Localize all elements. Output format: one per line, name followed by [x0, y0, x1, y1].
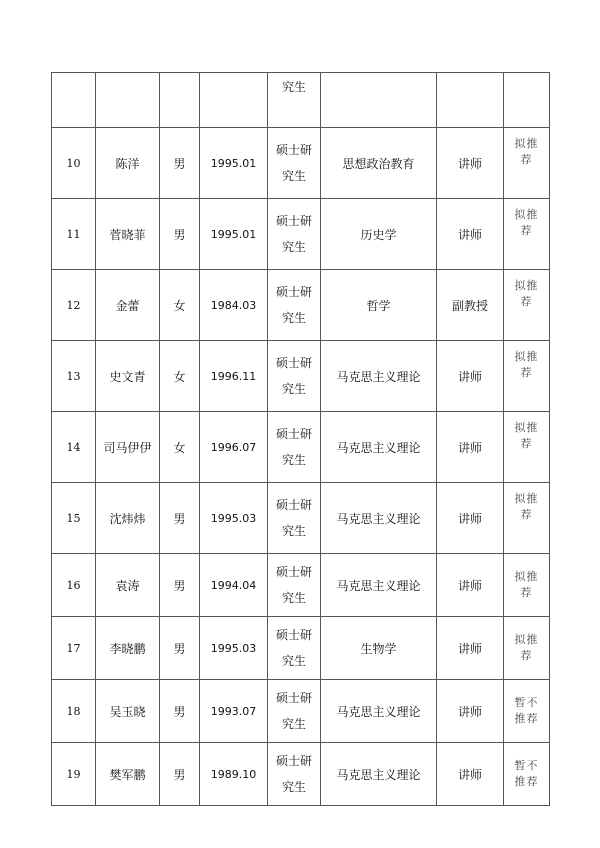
- cell-title: 副教授: [437, 270, 504, 341]
- cell-title: 讲师: [437, 341, 504, 412]
- note-line-1: 拟推: [514, 570, 539, 583]
- cell-title: [437, 73, 504, 128]
- cell-major: 马克思主义理论: [321, 554, 437, 617]
- cell-major: [321, 73, 437, 128]
- table-row: [52, 554, 550, 617]
- cell-birth: 1995.03: [200, 617, 268, 680]
- cell-gender: [160, 73, 200, 128]
- cell-birth: 1996.11: [200, 341, 268, 412]
- cell-title: 讲师: [437, 483, 504, 554]
- cell-title: 讲师: [437, 128, 504, 199]
- education-line-2: 究生: [281, 80, 306, 94]
- cell-note: [504, 412, 550, 483]
- cell-birth: 1995.01: [200, 128, 268, 199]
- cell-education: [268, 199, 321, 270]
- cell-gender: 男: [160, 617, 200, 680]
- cell-no: 17: [52, 617, 96, 680]
- cell-title: 讲师: [437, 199, 504, 270]
- education-line-2: 究生: [281, 382, 306, 396]
- cell-birth: [200, 73, 268, 128]
- cell-birth: 1995.01: [200, 199, 268, 270]
- table-row: [52, 412, 550, 483]
- cell-gender: 男: [160, 199, 200, 270]
- table-row: [52, 680, 550, 743]
- note-line-2: 荐: [520, 437, 533, 450]
- cell-name: 菅晓菲: [96, 199, 160, 270]
- cell-note: [504, 743, 550, 806]
- cell-name: 吴玉晓: [96, 680, 160, 743]
- cell-major: 马克思主义理论: [321, 412, 437, 483]
- cell-gender: 男: [160, 680, 200, 743]
- cell-education: [268, 412, 321, 483]
- education-line-1: 硕士研: [275, 285, 312, 299]
- note-line-2: 推荐: [514, 712, 539, 725]
- cell-title: 讲师: [437, 412, 504, 483]
- cell-birth: 1994.04: [200, 554, 268, 617]
- cell-note: [504, 199, 550, 270]
- cell-major: 马克思主义理论: [321, 680, 437, 743]
- cell-note: [504, 483, 550, 554]
- cell-no: 13: [52, 341, 96, 412]
- cell-birth: 1995.03: [200, 483, 268, 554]
- candidate-table: [51, 72, 550, 806]
- cell-no: 18: [52, 680, 96, 743]
- cell-title: 讲师: [437, 617, 504, 680]
- education-line-2: 究生: [281, 453, 306, 467]
- note-line-2: 荐: [520, 508, 533, 521]
- cell-gender: 女: [160, 412, 200, 483]
- cell-name: 金蕾: [96, 270, 160, 341]
- table-row: [52, 199, 550, 270]
- cell-major: 哲学: [321, 270, 437, 341]
- cell-gender: 男: [160, 743, 200, 806]
- note-line-1: 拟推: [514, 350, 539, 363]
- education-line-2: 究生: [281, 717, 306, 731]
- cell-name: 李晓鹏: [96, 617, 160, 680]
- cell-education: [268, 270, 321, 341]
- cell-education: [268, 128, 321, 199]
- cell-birth: 1996.07: [200, 412, 268, 483]
- cell-major: 马克思主义理论: [321, 743, 437, 806]
- cell-gender: 男: [160, 554, 200, 617]
- note-line-2: 荐: [520, 295, 533, 308]
- cell-education: [268, 554, 321, 617]
- cell-title: 讲师: [437, 743, 504, 806]
- cell-name: 袁涛: [96, 554, 160, 617]
- cell-education: [268, 73, 321, 128]
- cell-name: 陈洋: [96, 128, 160, 199]
- cell-education: [268, 617, 321, 680]
- note-line-1: 拟推: [514, 279, 539, 292]
- cell-name: 史文青: [96, 341, 160, 412]
- note-line-1: 拟推: [514, 137, 539, 150]
- cell-no: 16: [52, 554, 96, 617]
- education-line-2: 究生: [281, 780, 306, 794]
- cell-note: [504, 73, 550, 128]
- cell-no: 11: [52, 199, 96, 270]
- education-line-1: 硕士研: [275, 498, 312, 512]
- education-line-2: 究生: [281, 654, 306, 668]
- cell-gender: 女: [160, 270, 200, 341]
- education-line-2: 究生: [281, 240, 306, 254]
- table-row: [52, 483, 550, 554]
- cell-note: [504, 270, 550, 341]
- cell-major: 历史学: [321, 199, 437, 270]
- table-row: [52, 617, 550, 680]
- cell-education: [268, 680, 321, 743]
- education-line-1: 硕士研: [275, 143, 312, 157]
- cell-note: [504, 617, 550, 680]
- education-line-1: 硕士研: [275, 427, 312, 441]
- cell-major: 马克思主义理论: [321, 341, 437, 412]
- note-line-2: 荐: [520, 649, 533, 662]
- education-line-1: 硕士研: [275, 691, 312, 705]
- table-row: [52, 341, 550, 412]
- cell-note: [504, 554, 550, 617]
- note-line-1: 拟推: [514, 421, 539, 434]
- education-line-1: 硕士研: [275, 565, 312, 579]
- education-line-1: 硕士研: [275, 628, 312, 642]
- cell-gender: 女: [160, 341, 200, 412]
- note-line-2: 荐: [520, 224, 533, 237]
- cell-no: 15: [52, 483, 96, 554]
- education-line-1: 硕士研: [275, 754, 312, 768]
- cell-major: 生物学: [321, 617, 437, 680]
- education-line-1: 硕士研: [275, 356, 312, 370]
- cell-gender: 男: [160, 483, 200, 554]
- cell-name: 樊军鹏: [96, 743, 160, 806]
- note-line-1: 拟推: [514, 492, 539, 505]
- cell-education: [268, 483, 321, 554]
- note-line-2: 推荐: [514, 775, 539, 788]
- education-line-1: 硕士研: [275, 214, 312, 228]
- cell-birth: 1984.03: [200, 270, 268, 341]
- cell-birth: 1989.10: [200, 743, 268, 806]
- table-row-continued: [52, 73, 550, 128]
- note-line-1: 拟推: [514, 208, 539, 221]
- note-line-2: 荐: [520, 153, 533, 166]
- table-row: [52, 128, 550, 199]
- cell-title: 讲师: [437, 680, 504, 743]
- cell-education: [268, 341, 321, 412]
- table-row: [52, 270, 550, 341]
- education-line-2: 究生: [281, 591, 306, 605]
- cell-name: 司马伊伊: [96, 412, 160, 483]
- cell-name: 沈炜炜: [96, 483, 160, 554]
- education-line-2: 究生: [281, 311, 306, 325]
- note-line-1: 拟推: [514, 633, 539, 646]
- cell-name: [96, 73, 160, 128]
- cell-no: 12: [52, 270, 96, 341]
- cell-note: [504, 128, 550, 199]
- cell-note: [504, 680, 550, 743]
- cell-gender: 男: [160, 128, 200, 199]
- cell-note: [504, 341, 550, 412]
- education-line-2: 究生: [281, 169, 306, 183]
- cell-education: [268, 743, 321, 806]
- note-line-1: 暂不: [514, 759, 539, 772]
- cell-no: [52, 73, 96, 128]
- education-line-2: 究生: [281, 524, 306, 538]
- note-line-1: 暂不: [514, 696, 539, 709]
- table-row: [52, 743, 550, 806]
- cell-major: 马克思主义理论: [321, 483, 437, 554]
- cell-title: 讲师: [437, 554, 504, 617]
- cell-no: 19: [52, 743, 96, 806]
- cell-no: 14: [52, 412, 96, 483]
- cell-birth: 1993.07: [200, 680, 268, 743]
- note-line-2: 荐: [520, 366, 533, 379]
- cell-no: 10: [52, 128, 96, 199]
- cell-major: 思想政治教育: [321, 128, 437, 199]
- note-line-2: 荐: [520, 586, 533, 599]
